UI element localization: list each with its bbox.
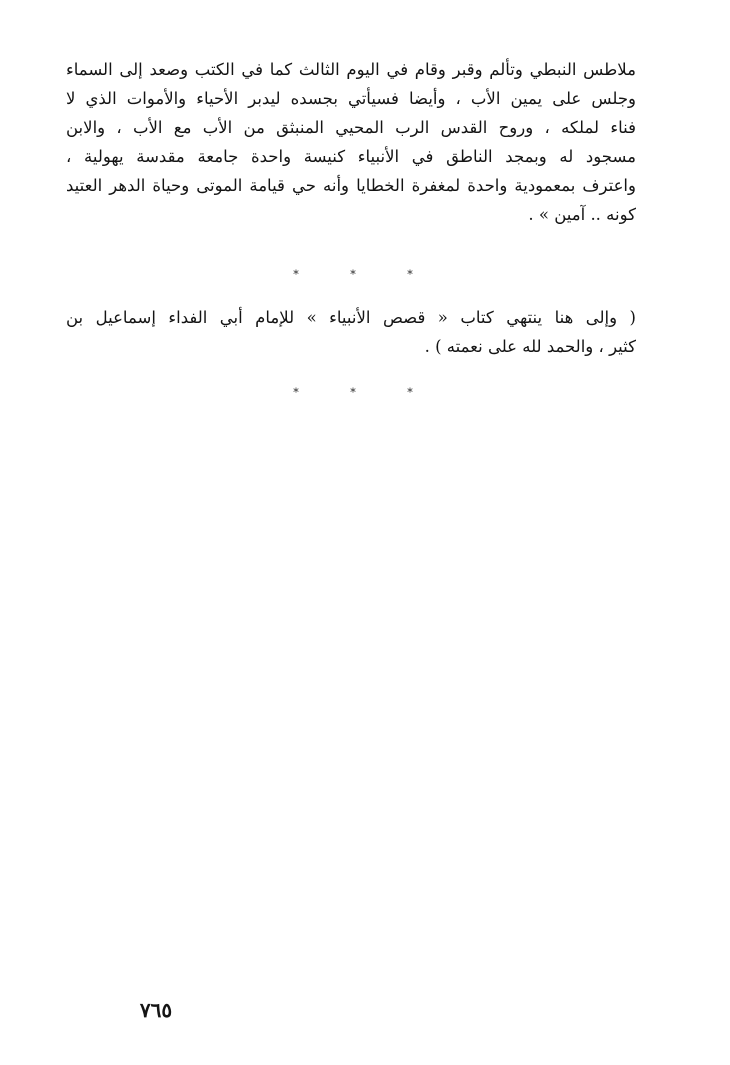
text-line: ملاطس النبطي وتألم وقبر وقام في اليوم الثالث كما في الكتب وصعد إلى السماء [66, 60, 636, 79]
text-line: واعترف بمعمودية واحدة لمغفرة الخطايا وأنه حي قيامة الموتى وحياة الدهر العتيد [66, 176, 636, 195]
section-separator: * * * [293, 386, 437, 399]
main-paragraph [66, 55, 636, 229]
section-separator: * * * [293, 268, 437, 281]
text-line: كونه .. آمين » . [528, 205, 636, 224]
text-line: فناء لملكه ، وروح القدس الرب المحيي المنبثق من الأب مع الأب ، والابن [66, 118, 636, 137]
page-number: ٧٦٥ [139, 998, 173, 1022]
text-line: مسجود له وبمجد الناطق في الأنبياء كنيسة واحدة جامعة مقدسة يهولية ، [66, 147, 636, 166]
text-line: كثير ، والحمد لله على نعمته ) . [424, 337, 636, 356]
text-line: ( وإلى هنا ينتهي كتاب « قصص الأنبياء » للإمام أبي الفداء إسماعيل بن [66, 308, 636, 327]
closing-paragraph [66, 303, 636, 361]
text-line: وجلس على يمين الأب ، وأيضا فسيأتي بجسده ليدبر الأحياء والأموات الذي لا [66, 89, 636, 108]
